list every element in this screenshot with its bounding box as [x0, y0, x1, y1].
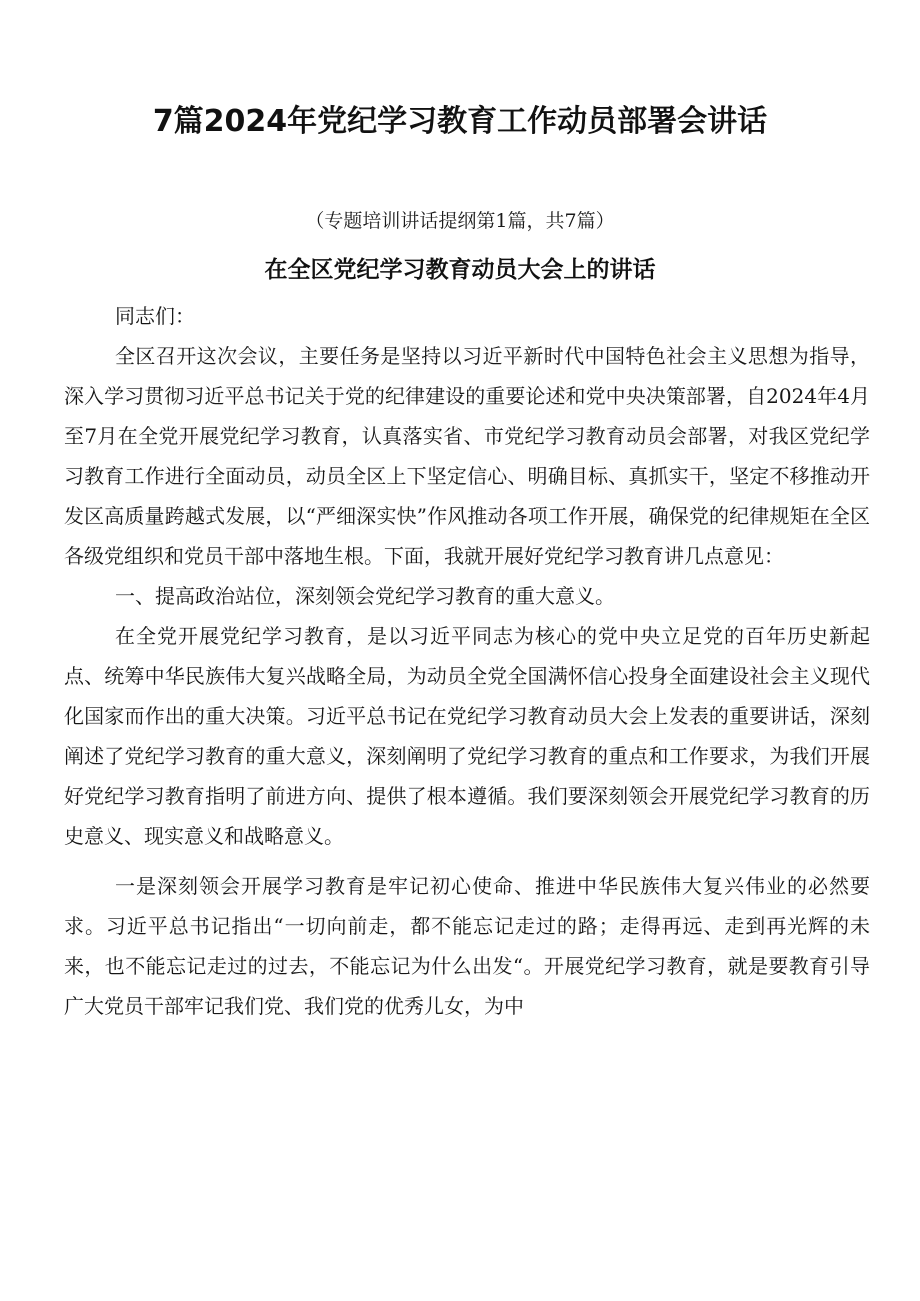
salutation: 同志们：	[115, 304, 195, 328]
speech-body	[64, 296, 870, 1026]
body-paragraph: 一是深刻领会开展学习教育是牢记初心使命、推进中华民族伟大复兴伟业的必然要求。习近平总书记指出“一切向前走，都不能忘记走过的路；走得再远、走到再光辉的未来，也不能忘记走过的过去，不能忘记为什么出发“。开展党纪学习教育，就是要教育引导广大党员干部牢记我们党、我们党的优秀儿女，为中	[64, 874, 870, 1018]
document-title: 7篇2024年党纪学习教育工作动员部署会讲话	[152, 104, 768, 139]
speech-title: 在全区党纪学习教育动员大会上的讲话	[264, 257, 656, 283]
body-paragraph: 在全党开展党纪学习教育，是以习近平同志为核心的党中央立足党的百年历史新起点、统筹中华民族伟大复兴战略全局，为动员全党全国满怀信心投身全面建设社会主义现代化国家而作出的重大决策。习近平总书记在党纪学习教育动员大会上发表的重要讲话，深刻阐述了党纪学习教育的重大意义，深刻阐明了党纪学习教育的重点和工作要求，为我们开展好党纪学习教育指明了前进方向、提供了根本遵循。我们要深刻领会开展党纪学习教育的历史意义、现实意义和战略意义。	[64, 624, 870, 848]
series-note: （专题培训讲话提纲第1篇，共7篇）	[305, 210, 615, 232]
body-paragraph: 全区召开这次会议，主要任务是坚持以习近平新时代中国特色社会主义思想为指导，深入学习贯彻习近平总书记关于党的纪律建设的重要论述和党中央决策部署，自2024年4月至7月在全党开展党纪学习教育，认真落实省、市党纪学习教育动员会部署，对我区党纪学习教育工作进行全面动员，动员全区上下坚定信心、明确目标、真抓实干，坚定不移推动开发区高质量跨越式发展，以“严细深实快”作风推动各项工作开展，确保党的纪律规矩在全区各级党组织和党员干部中落地生根。下面，我就开展好党纪学习教育讲几点意见：	[64, 344, 870, 568]
section-heading: 一、提高政治站位，深刻领会党纪学习教育的重大意义。	[115, 584, 615, 608]
